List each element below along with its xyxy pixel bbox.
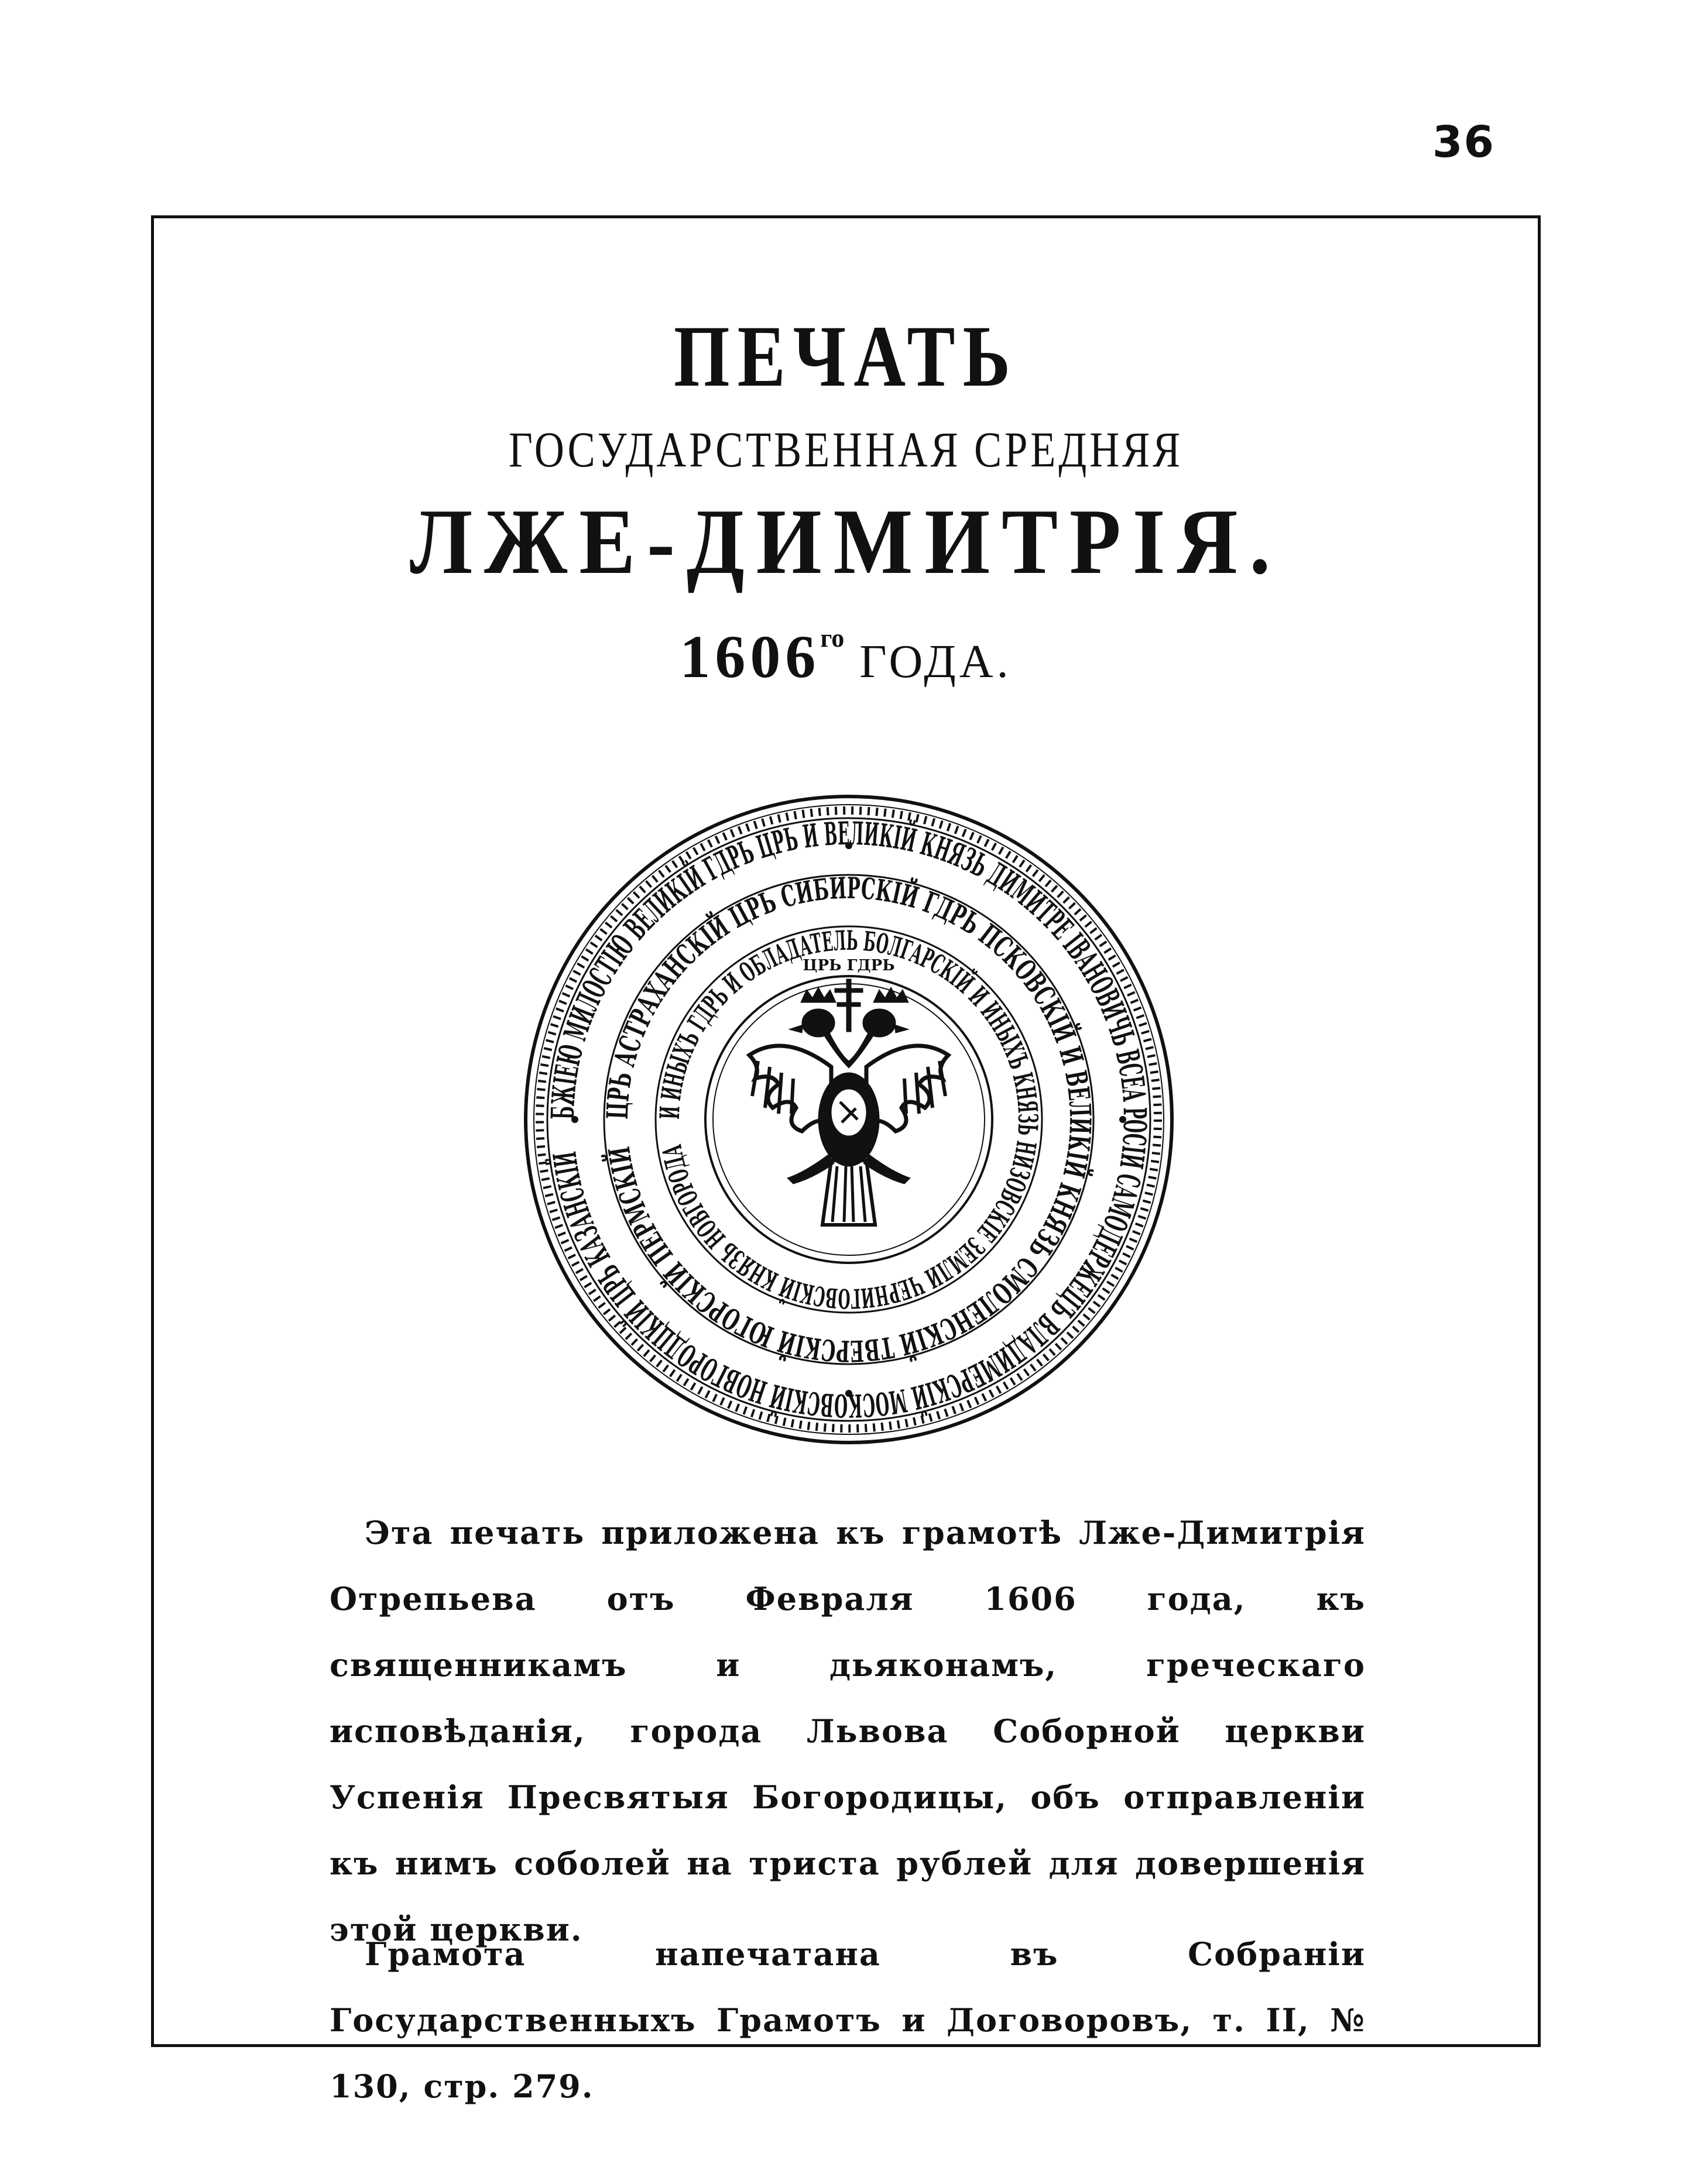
seal-middle-inscription: ЦРЬ АСТРАХАНСКІЙ ЦРЬ СИБИРСКІЙ ГДРЬ ПСКОВСКІЙ И ВЕЛИКІЙ КНЯЗЬ СМОЛЕНСКІЙ ТВЕРСКІЙ ЮГОРСКІЙ ПЕРМСКІЙ [599, 870, 1098, 1369]
seal-inner-inscription: И ИНЫХЪ ГДРЬ И ОБЛАДАТЕЛЬ БОЛГАРСКІЙ И ИНЫХЪ КНЯЗЬ НИЗОВСКІЕ ЗЕМЛИ ЧЕРНИГОВСКІЙ КНЯЗЬ НОВГОРОДА [653, 923, 1045, 1316]
year-heading [154, 622, 1538, 692]
page-frame [151, 215, 1541, 2105]
source-paragraph: Грамота напечатана въ Собраніи Государственныхъ Грамотъ и Договоровъ, т. II, № 130, стр. 279. [330, 1935, 1366, 2105]
seal-outer-inscription: БЖІЕЮ МИЛОСТІЮ ВЕЛИКІЙ ГДРЬ ЦРЬ И ВЕЛИКІЙ КНЯЗЬ ДИМИТРЕ ІВАНОВИЧЬ ВСЕА РОСІИ САМОДЕРЖЕЦЪ ВЛАДИМЕРСКІЙ МОСКОВСКІЙ НОВГОРОДЦКІЙ ЦРЬ КАЗАНСКІЙ [543, 813, 1154, 1426]
seal-center-inscription: ЦРЬ ГДРЬ [803, 957, 895, 974]
page-number: 36 [1432, 117, 1495, 167]
eagle-emblem [749, 979, 948, 1225]
seal-image [521, 792, 1177, 1447]
year-word: ГОДА. [859, 636, 1012, 688]
year-number: 1606 [680, 623, 821, 691]
name-heading: ЛЖЕ-ДИМИТРІЯ. [409, 489, 1283, 593]
title: ПЕЧАТЬ [673, 308, 1019, 405]
year-suffix: го [820, 624, 845, 653]
description-paragraph: Эта печать приложена къ грамотѣ Лже-Димитрія Отрепьева отъ Февраля 1606 года, къ священникамъ и дьяконамъ, греческаго исповѣданія, города Львова Соборной церкви Успенія Пресвятыя Богородицы, объ отправленіи къ нимъ соболей на триста рублей для довершенія этой церкви. [330, 1514, 1366, 1948]
subtitle: ГОСУДАРСТВЕННАЯ СРЕДНЯЯ [508, 421, 1184, 478]
